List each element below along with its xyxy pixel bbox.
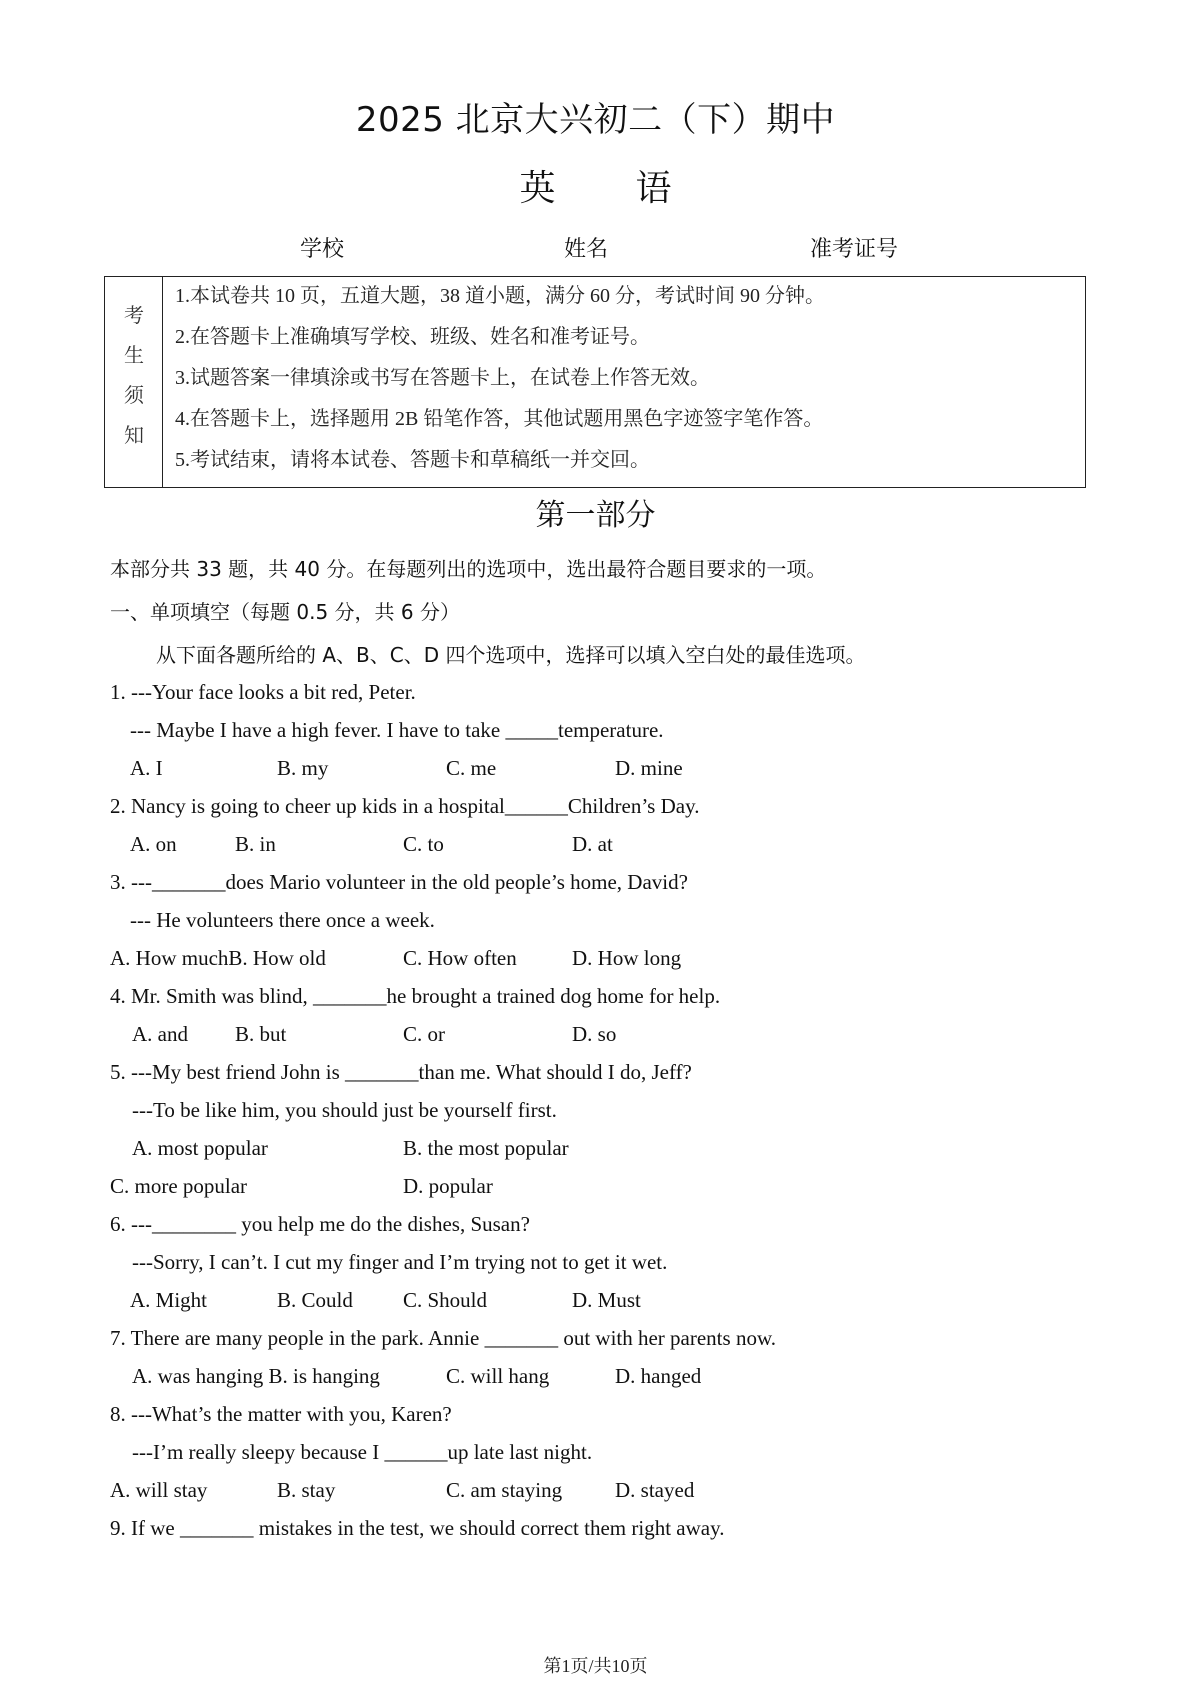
- question-8: 8. ---What’s the matter with you, Karen?: [110, 1402, 452, 1426]
- option-d: D. mine: [615, 756, 683, 780]
- notice-side-char: 知: [124, 425, 144, 447]
- option-b: B. Could: [277, 1288, 353, 1312]
- subject-char-2: 语: [635, 168, 672, 209]
- question-9: 9. If we _______ mistakes in the test, we should correct them right away.: [110, 1516, 725, 1540]
- option-c: C. Should: [403, 1288, 488, 1312]
- option-a: A. and: [132, 1022, 188, 1046]
- option-d: D. Must: [572, 1288, 641, 1312]
- notice-side-label: [105, 277, 163, 487]
- notice-side-char: 生: [124, 345, 144, 367]
- option-a: A. will stay: [110, 1478, 208, 1502]
- option-c: C. How often: [403, 946, 517, 970]
- option-d: D. at: [572, 832, 613, 856]
- option-b: B. the most popular: [403, 1136, 569, 1160]
- option-a: A. I: [130, 756, 163, 780]
- notice-side-char: 须: [124, 385, 144, 407]
- option-a: A. Might: [130, 1288, 208, 1312]
- exam-title: 2025 北京大兴初二（下）期中: [355, 100, 836, 140]
- exam-id-field-label: 准考证号: [810, 237, 899, 262]
- question-5-reply: ---To be like him, you should just be yourself first.: [132, 1098, 557, 1122]
- notice-rule: 5.考试结束，请将本试卷、答题卡和草稿纸一并交回。: [175, 449, 650, 471]
- question-6: 6. ---________ you help me do the dishes, Susan?: [110, 1212, 530, 1236]
- question-8-reply: ---I’m really sleepy because I ______up late last night.: [132, 1440, 593, 1464]
- option-a-b: A. was hanging B. is hanging: [132, 1364, 380, 1388]
- option-b: B. but: [235, 1022, 287, 1046]
- name-field-label: 姓名: [564, 237, 609, 262]
- question-3-reply: --- He volunteers there once a week.: [130, 908, 435, 932]
- option-a-b: A. How muchB. How old: [110, 946, 326, 970]
- option-c: C. me: [446, 756, 497, 780]
- option-d: D. hanged: [615, 1364, 702, 1388]
- part-intro: 本部分共 33 题，共 40 分。在每题列出的选项中，选出最符合题目要求的一项。: [110, 557, 827, 581]
- option-c: C. will hang: [446, 1364, 550, 1388]
- option-a: A. most popular: [132, 1136, 268, 1160]
- question-1: 1. ---Your face looks a bit red, Peter.: [110, 680, 416, 704]
- option-b: B. stay: [277, 1478, 336, 1502]
- option-d: D. popular: [403, 1174, 493, 1198]
- notice-side-char: 考: [124, 305, 144, 327]
- section-instruction: 从下面各题所给的 A、B、C、D 四个选项中，选择可以填入空白处的最佳选项。: [156, 643, 866, 667]
- notice-rule: 3.试题答案一律填涂或书写在答题卡上，在试卷上作答无效。: [175, 367, 710, 389]
- notice-rule: 2.在答题卡上准确填写学校、班级、姓名和准考证号。: [175, 326, 650, 348]
- subject-char-1: 英: [519, 168, 556, 209]
- option-d: D. so: [572, 1022, 617, 1046]
- option-c: C. more popular: [110, 1174, 248, 1198]
- question-7: 7. There are many people in the park. Annie _______ out with her parents now.: [110, 1326, 776, 1350]
- option-d: D. stayed: [615, 1478, 695, 1502]
- option-a: A. on: [130, 832, 177, 856]
- option-b: B. my: [277, 756, 329, 780]
- option-b: B. in: [235, 832, 276, 856]
- question-3: 3. ---_______does Mario volunteer in the old people’s home, David?: [110, 870, 688, 894]
- option-c: C. to: [403, 832, 444, 856]
- notice-rule: 1.本试卷共 10 页，五道大题，38 道小题，满分 60 分，考试时间 90 分钟。: [175, 285, 825, 307]
- question-1-reply: --- Maybe I have a high fever. I have to take _____temperature.: [130, 718, 664, 742]
- subject-title: [0, 160, 1191, 211]
- option-c: C. or: [403, 1022, 445, 1046]
- question-4: 4. Mr. Smith was blind, _______he brought a trained dog home for help.: [110, 984, 721, 1008]
- candidate-notice-box: [104, 276, 1086, 488]
- question-5: 5. ---My best friend John is _______than me. What should I do, Jeff?: [110, 1060, 692, 1084]
- page-number: 第1页/共10页: [543, 1656, 648, 1676]
- option-c: C. am staying: [446, 1478, 563, 1502]
- question-2: 2. Nancy is going to cheer up kids in a hospital______Children’s Day.: [110, 794, 700, 818]
- question-6-reply: ---Sorry, I can’t. I cut my finger and I’m trying not to get it wet.: [132, 1250, 668, 1274]
- part-title: 第一部分: [535, 498, 656, 533]
- school-field-label: 学校: [300, 237, 345, 262]
- option-d: D. How long: [572, 946, 682, 970]
- notice-rule: 4.在答题卡上，选择题用 2B 铅笔作答，其他试题用黑色字迹签字笔作答。: [175, 408, 824, 430]
- section-heading: 一、单项填空（每题 0.5 分，共 6 分）: [110, 600, 460, 624]
